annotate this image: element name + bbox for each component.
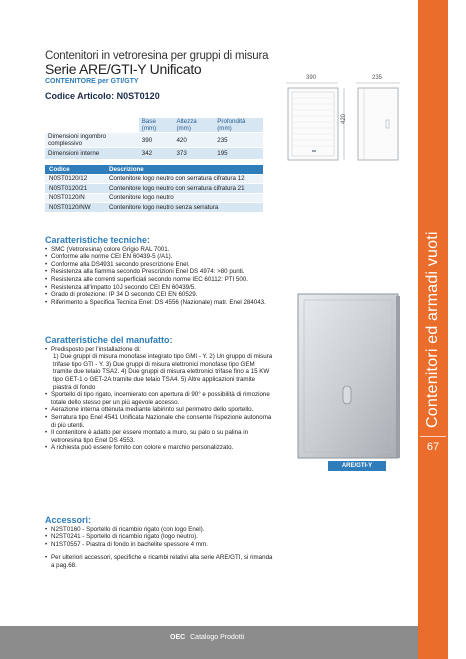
dimension-height-label: 420 bbox=[341, 113, 348, 125]
list-item: • N2ST0241 - Sportello di ricambio rigato (logo neutro). bbox=[45, 533, 275, 541]
dim-cell: 390 bbox=[139, 133, 174, 148]
footer-logo: OEC bbox=[170, 634, 186, 641]
product-subtitle: CONTENITORE per GTI/GTY bbox=[45, 78, 139, 85]
code-cell: N0ST0120/12 bbox=[45, 174, 105, 184]
description-cell: Contenitore logo neutro senza serratura bbox=[105, 203, 263, 213]
tech-heading: Caratteristiche tecniche: bbox=[45, 235, 151, 245]
dimensions-table bbox=[45, 118, 263, 159]
list-item: • Resistenza alla fiamma secondo Prescrizioni Enel DS 4974: >80 punti. bbox=[45, 268, 275, 276]
tech-section bbox=[45, 237, 275, 306]
code-cell: N0ST0120/N bbox=[45, 193, 105, 203]
accessories-heading: Accessori: bbox=[45, 515, 92, 525]
section-sidebar bbox=[418, 0, 448, 659]
dim-header-depth: Profondità (mm) bbox=[214, 118, 263, 133]
cabinet-image bbox=[296, 292, 402, 462]
manufacture-heading: Caratteristiche del manufatto: bbox=[45, 335, 173, 345]
product-label: ARE/GTI-Y bbox=[328, 461, 386, 471]
list-item: • Aerazione interna ottenuta mediante labirinto sul perimetro dello sportello. bbox=[45, 406, 275, 414]
accessories-section bbox=[45, 517, 275, 570]
description-cell: Contenitore logo neutro con serratura cifratura 12 bbox=[105, 174, 263, 184]
footer-catalog-label: Catalogo Prodotti bbox=[190, 634, 245, 641]
dim-header-height: Altezza (mm) bbox=[173, 118, 214, 133]
dim-cell: 342 bbox=[139, 148, 174, 159]
description-cell: Contenitore logo neutro bbox=[105, 193, 263, 203]
dim-cell: 373 bbox=[173, 148, 214, 159]
table-row bbox=[45, 193, 263, 203]
header-block bbox=[45, 50, 285, 101]
codes-table bbox=[45, 165, 263, 212]
page-title-line2: Serie ARE/GTI-Y Unificato bbox=[45, 61, 202, 77]
dim-header-base: Base (mm) bbox=[139, 118, 174, 133]
list-item: • Predisposto per l'installazione di: bbox=[45, 346, 275, 354]
dim-row-label: Dimensioni interne bbox=[45, 148, 139, 159]
list-item: • N1ST0557 - Piastra di fondo in bachelite spessore 4 mm. bbox=[45, 541, 275, 549]
list-item: • Conforme alla DS4931 secondo prescrizione Enel. bbox=[45, 261, 275, 269]
table-row bbox=[45, 203, 263, 213]
technical-drawing bbox=[286, 76, 406, 162]
sidebar-section-title: Contenitori ed armadi vuoti bbox=[424, 231, 441, 429]
list-item: • Resistenza all'impatto 10J secondo CEI EN 60439/5. bbox=[45, 284, 275, 292]
description-cell: Contenitore logo neutro con serratura cifratura 21 bbox=[105, 184, 263, 194]
dim-cell: 420 bbox=[173, 133, 214, 148]
manufacture-list bbox=[45, 346, 275, 452]
footer-text-group bbox=[170, 634, 244, 641]
page-number: 67 bbox=[426, 441, 440, 453]
installation-options: 1) Due gruppi di misura monofase integrato tipo GMI - Y. 2) Un gruppo di misura trifase tipo GTI - Y. 3) Due gruppi di misura elettronici monofase tipo GEM tramite due telaio TSA2. 4) Due gruppi di misura elettronici trifase fino a 15 KW tipo GET-1 o GET-2A tramite due telaio TSA4. 5) Altre applicazioni tramite piastra di fondo bbox=[53, 353, 273, 391]
accessories-list bbox=[45, 526, 275, 549]
list-item: • SMC (Vetroresina) colore Grigio RAL 7001. bbox=[45, 246, 275, 254]
list-item: • Resistenza alle correnti superficiali secondo norme IEC 60112: PTI 500. bbox=[45, 276, 275, 284]
code-cell: N0ST0120/NW bbox=[45, 203, 105, 213]
code-header-description: Descrizione bbox=[105, 165, 263, 174]
list-item: • N2ST0160 - Sportello di ricambio rigato (con logo Enel). bbox=[45, 526, 275, 534]
table-row bbox=[45, 184, 263, 194]
list-item: • Grado di protezione: IP 34 D secondo CEI EN 60529. bbox=[45, 291, 275, 299]
dim-cell: 195 bbox=[214, 148, 263, 159]
list-item: • Riferimento a Specifica Tecnica Enel: DS 4556 (Nazionale) matr. Enel 284043. bbox=[45, 299, 275, 307]
accessories-note: • Per ulteriori accessori, specifiche e ricambi relativi alla serie ARE/GTI, si rimanda a pag.68. bbox=[45, 554, 275, 569]
tech-list bbox=[45, 246, 275, 307]
table-row bbox=[45, 148, 263, 159]
table-row bbox=[45, 174, 263, 184]
manufacture-section bbox=[45, 337, 275, 452]
article-code: Codice Articolo: N0ST0120 bbox=[45, 91, 160, 101]
dim-header-empty bbox=[45, 118, 139, 133]
accessories-note-list bbox=[45, 554, 275, 569]
list-item: • Serratura tipo Enel 4541 Unificata Nazionale che consente l'ispezione autonoma di più utenti. bbox=[45, 414, 275, 429]
dim-row-label: Dimensioni ingombro complessivo bbox=[45, 133, 139, 148]
page-title-line1: Contenitori in vetroresina per gruppi di misura bbox=[45, 50, 269, 62]
list-item: • A richiesta può essere fornito con colore e marchio personalizzato. bbox=[45, 444, 275, 452]
dimension-width-label: 390 bbox=[306, 75, 317, 81]
code-cell: N0ST0120/21 bbox=[45, 184, 105, 194]
dim-cell: 235 bbox=[214, 133, 263, 148]
dimension-depth-label: 235 bbox=[372, 75, 383, 81]
code-header-code: Codice bbox=[45, 165, 105, 174]
list-item: • Il contenitore è adatto per essere montato a muro, su palo o su palina in vetroresina tipo Enel DS 4553. bbox=[45, 429, 275, 444]
sidebar-divider bbox=[420, 436, 446, 437]
table-row bbox=[45, 133, 263, 148]
list-item: • Sportello di tipo rigato, incernierato con apertura di 90° e possibilità di rimozione totale dello stesso per un più agevole accesso. bbox=[45, 391, 275, 406]
page-footer bbox=[0, 626, 418, 659]
list-item: • Conforme alle norme CEI EN 60439-5 (/A1). bbox=[45, 253, 275, 261]
